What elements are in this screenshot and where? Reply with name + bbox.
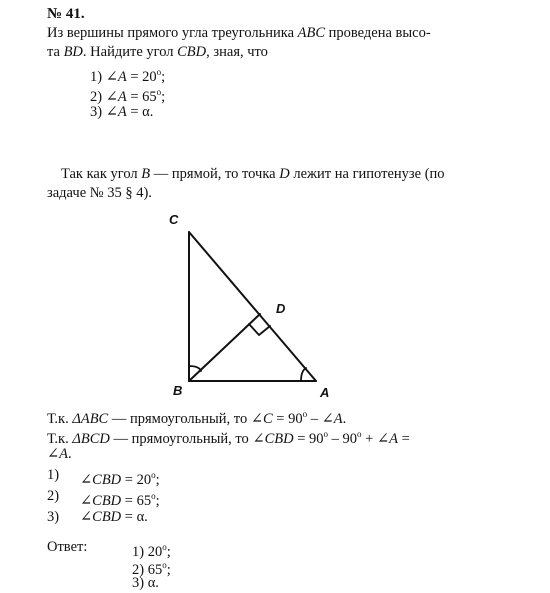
angle-name: ∠CBD	[80, 509, 122, 525]
text: Из вершины прямого угла треугольника	[47, 25, 298, 41]
angle-name: ∠CBD	[80, 493, 122, 509]
triangle-name: ABC	[297, 25, 326, 41]
degree-sign: o	[156, 67, 162, 77]
right-angle-mark	[249, 324, 270, 335]
degree-sign: o	[323, 429, 329, 439]
answer-value: 3) α.	[132, 575, 159, 591]
problem-number: № 41.	[47, 6, 85, 22]
solution-line-2: задаче № 35 § 4).	[47, 185, 152, 201]
text: лежит на гипотенузе (по	[289, 166, 445, 182]
label-A: A	[320, 385, 330, 400]
answer-value: 1) 20	[132, 544, 163, 560]
text: ;	[161, 89, 166, 105]
text: ;	[166, 544, 171, 560]
result-3-num: 3)	[47, 509, 60, 525]
text: +	[361, 431, 377, 447]
text: = 90	[272, 411, 303, 427]
degree-sign: o	[162, 560, 167, 570]
angle-name: ∠A	[47, 446, 69, 462]
text: Т.к.	[47, 431, 73, 447]
text: та	[47, 44, 64, 60]
angle-name: ∠CBD	[80, 472, 122, 488]
label-C: C	[169, 212, 179, 227]
text: –	[307, 411, 322, 427]
degree-sign: o	[151, 491, 156, 501]
derivation-line-2	[47, 425, 410, 448]
triangle-name: ΔBCD	[72, 431, 110, 447]
result-1-num: 1)	[47, 467, 60, 483]
case-number: 2)	[90, 89, 103, 105]
case-number: 1)	[90, 69, 103, 85]
case-value: = 20	[126, 69, 157, 85]
result-value: = 65	[121, 493, 152, 509]
point-name: D	[279, 166, 290, 182]
text: — прямоугольный, то	[109, 431, 253, 447]
case-var: ∠A	[105, 89, 127, 105]
side-CA	[189, 232, 316, 381]
degree-sign: o	[156, 87, 162, 97]
text: =	[397, 431, 410, 447]
triangle-name: ΔABC	[72, 411, 109, 427]
text: ;	[155, 472, 160, 488]
segment-name: BD	[63, 44, 83, 60]
case-number: 3)	[90, 104, 103, 120]
text: – 90	[328, 431, 358, 447]
degree-sign: o	[357, 429, 362, 439]
text: Т.к.	[47, 411, 73, 427]
text: — прямоугольный, то	[108, 411, 251, 427]
case-var: ∠A	[105, 69, 127, 85]
result-2-num: 2)	[47, 488, 60, 504]
angle-mark-A	[301, 368, 306, 381]
text: .	[68, 446, 72, 462]
case-value: = 65	[126, 89, 157, 105]
angle-name: ∠CBD	[252, 431, 294, 447]
text: проведена высо-	[325, 25, 431, 41]
derivation-line-3	[47, 445, 72, 463]
degree-sign: o	[151, 470, 156, 480]
text: = 90	[293, 431, 324, 447]
angle-name: ∠A	[376, 431, 398, 447]
text: ;	[161, 69, 166, 85]
degree-sign: o	[162, 542, 167, 552]
text: ;	[155, 493, 160, 509]
vertex-name: B	[141, 166, 151, 182]
label-B: B	[173, 383, 183, 398]
degree-sign: o	[302, 409, 308, 419]
angle-name: ∠A	[321, 411, 343, 427]
case-value: = α.	[126, 104, 154, 120]
answer-3	[132, 574, 159, 592]
label-D: D	[276, 301, 286, 316]
result-1	[80, 466, 160, 489]
text: Так как угол	[61, 166, 142, 182]
angle-name: ∠C	[250, 411, 273, 427]
result-2	[80, 487, 160, 510]
text: ;	[166, 562, 171, 578]
result-value: = α.	[121, 509, 148, 525]
text: — прямой, то точка	[150, 166, 280, 182]
text: .	[342, 411, 347, 427]
answer-label: Ответ:	[47, 539, 88, 555]
result-3	[80, 508, 148, 526]
result-value: = 20	[121, 472, 152, 488]
case-var: ∠A	[105, 104, 127, 120]
angle-name: CBD	[177, 44, 207, 60]
text: . Найдите угол	[82, 44, 178, 60]
text: , зная, что	[206, 44, 268, 60]
answer-value: 2) 65	[132, 562, 163, 578]
